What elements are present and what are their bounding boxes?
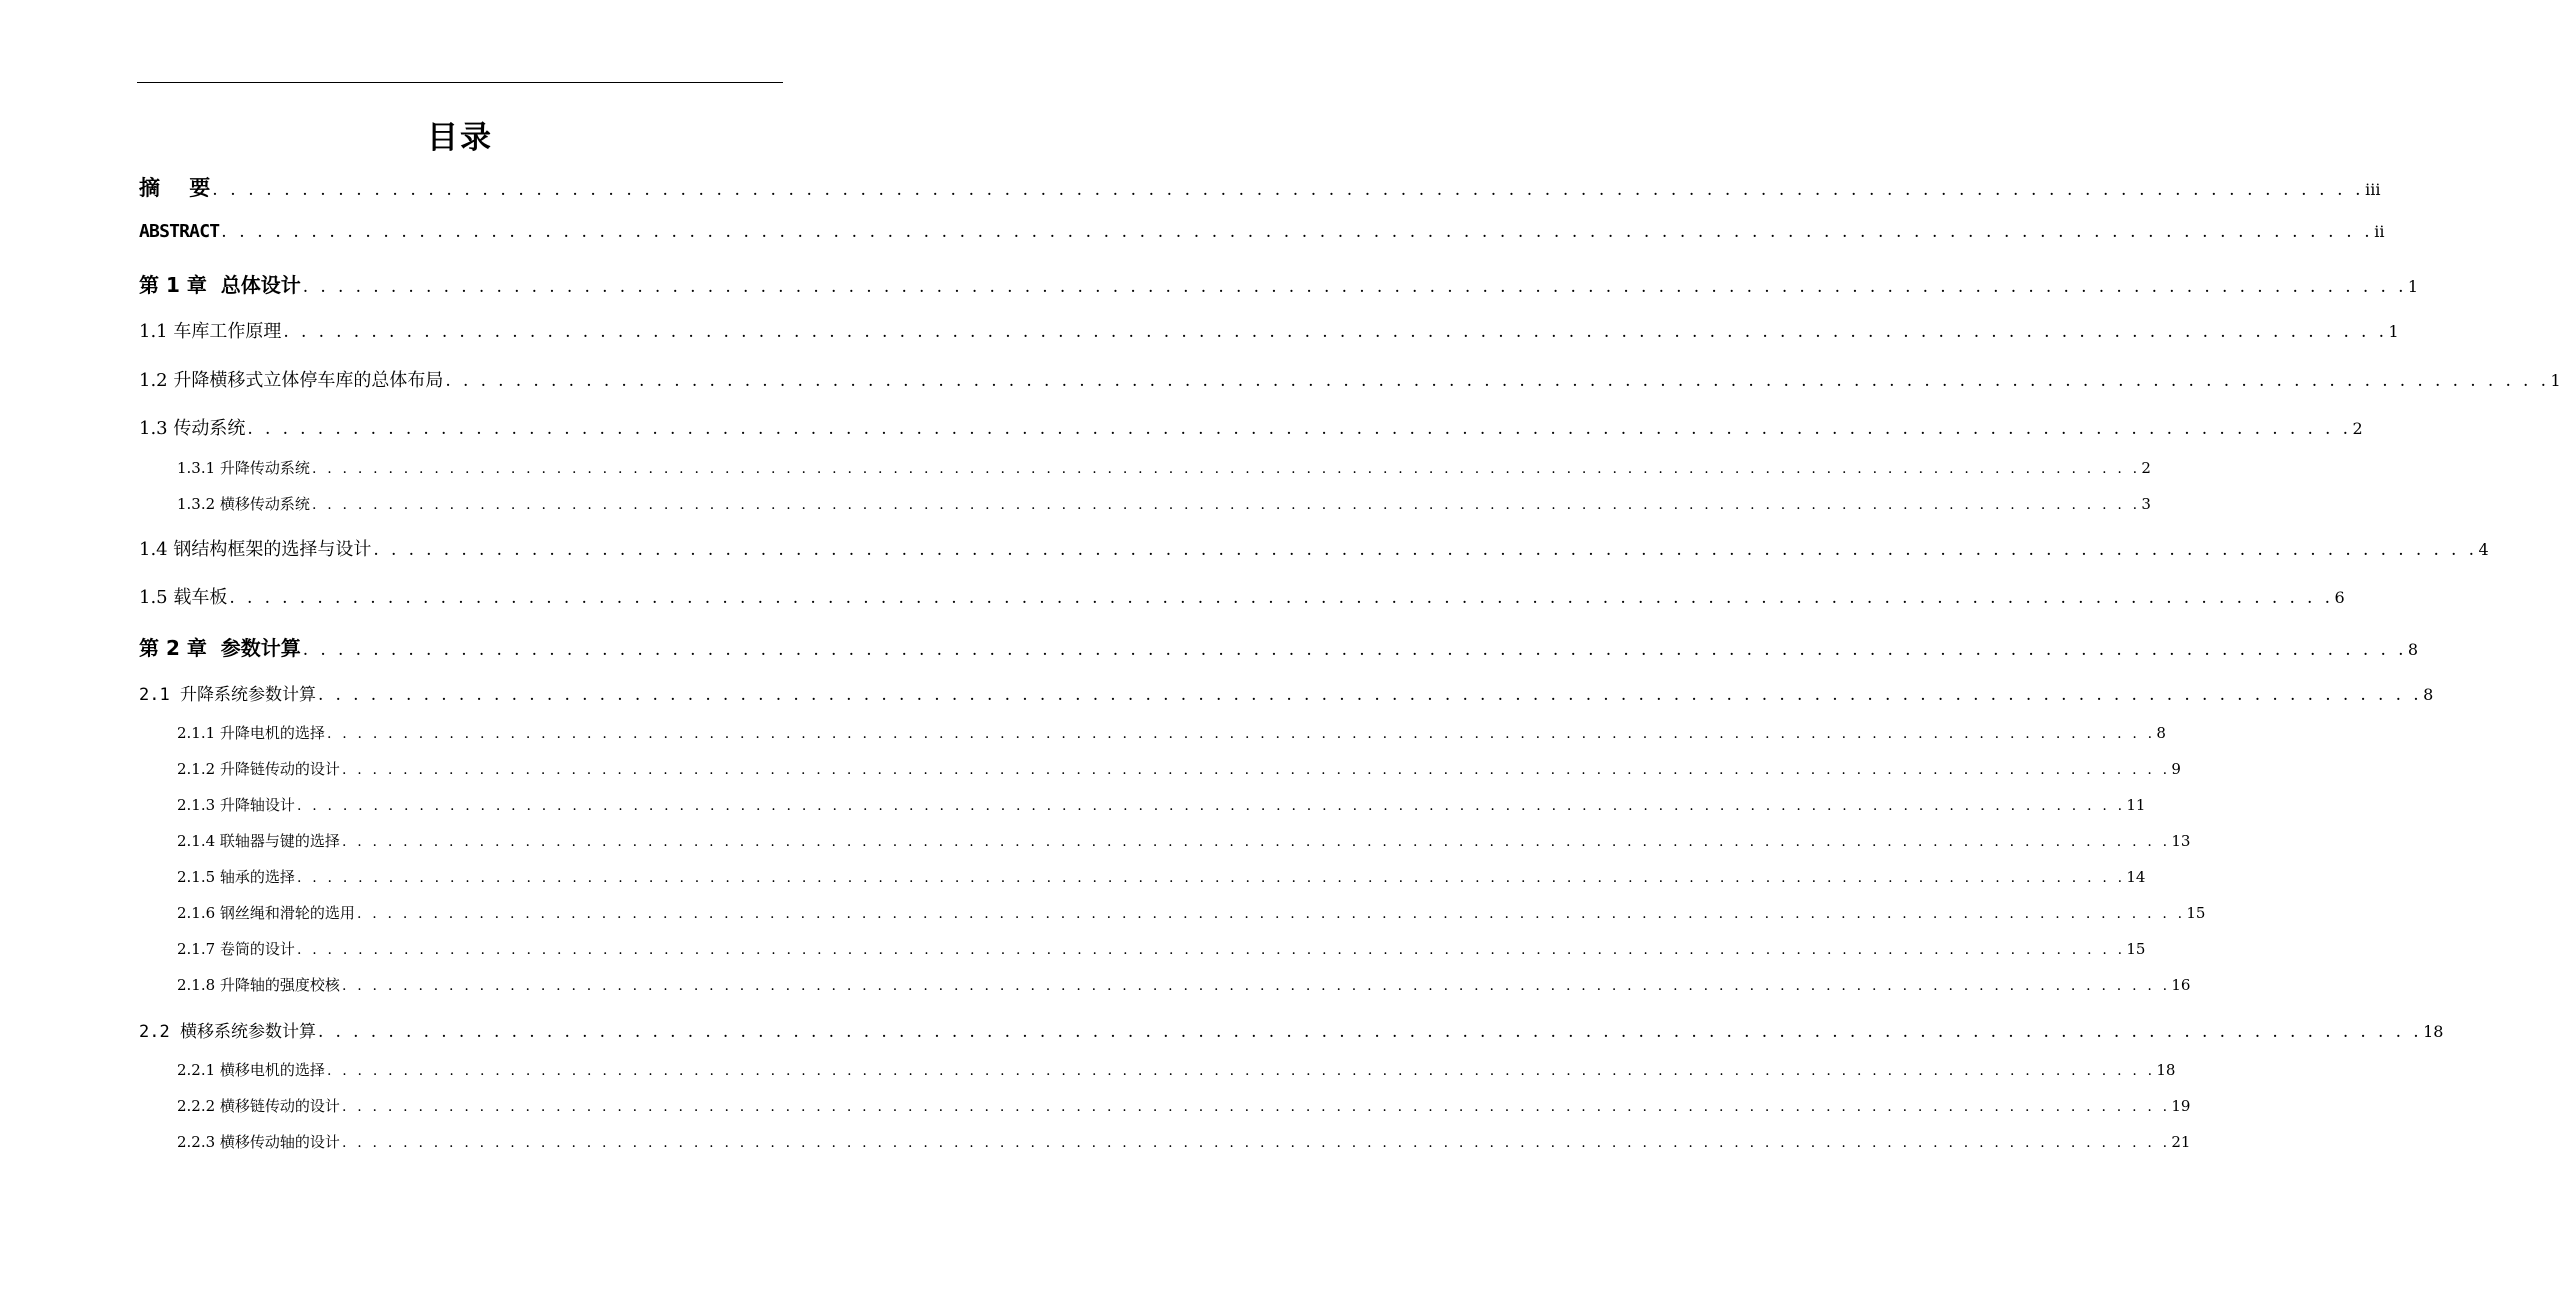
- toc-dot-leader: . . . . . . . . . . . . . . . . . . . . . . . . . . . . . . . . . . . . . . . . . . . . . . . . . . . . . . . . . . . . . . . . . . . . . . . . . . . . . . . . . . . . . . . . . . . . . . . . . . . . . . . . . . . . . . . . . . . . . . . .: [296, 870, 2126, 886]
- toc-entry-label: 1.2 升降横移式立体停车库的总体布局: [139, 370, 444, 391]
- toc-dot-leader: . . . . . . . . . . . . . . . . . . . . . . . . . . . . . . . . . . . . . . . . . . . . . . . . . . . . . . . . . . . . . . . . . . . . . . . . . . . . . . . . . . . . . . . . . . . . . . . . . . . . . . . . . . . . . . . . . . . . . . . .: [356, 906, 2186, 922]
- toc-entry[interactable]: [139, 680, 2434, 705]
- toc-entry[interactable]: [139, 269, 2419, 298]
- toc-entry[interactable]: [139, 414, 2363, 440]
- toc-entry[interactable]: [139, 583, 2345, 609]
- toc-entry-label: 1.3.1 升降传动系统: [177, 459, 310, 477]
- toc-page-number: ii: [2374, 222, 2385, 241]
- toc-entry-label: 1.3.2 横移传动系统: [177, 495, 310, 513]
- toc-entry-label: 摘 要: [139, 176, 211, 200]
- toc-dot-leader: . . . . . . . . . . . . . . . . . . . . . . . . . . . . . . . . . . . . . . . . . . . . . . . . . . . . . . . . . . . . . . . . . . . . . . . . . . . . . . . . . . . . . . . . . . . . . . . . . . . . . . . . . . . . . . . . . . . . . . . .: [326, 1063, 2156, 1079]
- toc-entry-label: 2.1.1 升降电机的选择: [177, 724, 325, 742]
- toc-page-number: 21: [2171, 1133, 2191, 1151]
- toc-dot-leader: . . . . . . . . . . . . . . . . . . . . . . . . . . . . . . . . . . . . . . . . . . . . . . . . . . . . . . . . . . . . . . . . . . . . . . . . . . . . . . . . . . . . . . . . . . . . . . . . . . . . . . . . . . . . . . . . . . . . . . . .: [341, 1135, 2171, 1151]
- toc-dot-leader: . . . . . . . . . . . . . . . . . . . . . . . . . . . . . . . . . . . . . . . . . . . . . . . . . . . . . . . . . . . . . . . . . . . . . . . . . . . . . . . . . . . . . . . . . . . . . . . . . . . . . . . . . . . . . . . . . . . . . . . .: [326, 726, 2156, 742]
- toc-entry-label: 1.1 车库工作原理: [139, 321, 282, 342]
- toc-page-number: 13: [2171, 832, 2191, 850]
- toc-dot-leader: . . . . . . . . . . . . . . . . . . . . . . . . . . . . . . . . . . . . . . . . . . . . . . . . . . . . . . . . . . . . . . . . . . . . . . . . . . . . . . . . . . . . . . . . . . . . . . . . . . . . . . . . . . . . . . . . . . . . . . . .: [296, 798, 2126, 814]
- toc-dot-leader: . . . . . . . . . . . . . . . . . . . . . . . . . . . . . . . . . . . . . . . . . . . . . . . . . . . . . . . . . . . . . . . . . . . . . . . . . . . . . . . . . . . . . . . . . . . . . . . . . . . . . . . . . . . . . . . . . . . . . . . .: [247, 419, 2352, 439]
- toc-page-number: 2: [2352, 419, 2363, 438]
- toc-dot-leader: . . . . . . . . . . . . . . . . . . . . . . . . . . . . . . . . . . . . . . . . . . . . . . . . . . . . . . . . . . . . . . . . . . . . . . . . . . . . . . . . . . . . . . . . . . . . . . . . . . . . . . . . . . . . . . . . . . . . . . . .: [341, 834, 2171, 850]
- toc-page-number: 6: [2334, 588, 2345, 607]
- toc-page-number: 2: [2141, 459, 2151, 477]
- toc-dot-leader: . . . . . . . . . . . . . . . . . . . . . . . . . . . . . . . . . . . . . . . . . . . . . . . . . . . . . . . . . . . . . . . . . . . . . . . . . . . . . . . . . . . . . . . . . . . . . . . . . . . . . . . . . . . . . . . . . . . . . . . .: [341, 978, 2171, 994]
- toc-dot-leader: . . . . . . . . . . . . . . . . . . . . . . . . . . . . . . . . . . . . . . . . . . . . . . . . . . . . . . . . . . . . . . . . . . . . . . . . . . . . . . . . . . . . . . . . . . . . . . . . . . . . . . . . . . . . . . . . . . . . . . . .: [283, 322, 2388, 342]
- toc-entry[interactable]: [177, 758, 2181, 779]
- toc-entry[interactable]: [139, 535, 2489, 561]
- toc-dot-leader: . . . . . . . . . . . . . . . . . . . . . . . . . . . . . . . . . . . . . . . . . . . . . . . . . . . . . . . . . . . . . . . . . . . . . . . . . . . . . . . . . . . . . . . . . . . . . . . . . . . . . . . . . . . . . . . . . . . . . . . .: [341, 1099, 2171, 1115]
- toc-page-number: 3: [2141, 495, 2151, 513]
- toc-entry[interactable]: [177, 1131, 2191, 1152]
- toc-dot-leader: . . . . . . . . . . . . . . . . . . . . . . . . . . . . . . . . . . . . . . . . . . . . . . . . . . . . . . . . . . . . . . . . . . . . . . . . . . . . . . . . . . . . . . . . . . . . . . . . . . . . . . . . . . . . . . . . . . . . . . . .: [229, 588, 2334, 608]
- toc-page-number: 8: [2407, 640, 2419, 659]
- toc-dot-leader: . . . . . . . . . . . . . . . . . . . . . . . . . . . . . . . . . . . . . . . . . . . . . . . . . . . . . . . . . . . . . . . . . . . . . . . . . . . . . . . . . . . . . . . . . . . . . . . . . . . . . . . . . . . . . . . . . . . . . . . .: [311, 461, 2141, 477]
- toc-page-number: 14: [2126, 868, 2146, 886]
- toc-dot-leader: . . . . . . . . . . . . . . . . . . . . . . . . . . . . . . . . . . . . . . . . . . . . . . . . . . . . . . . . . . . . . . . . . . . . . . . . . . . . . . . . . . . . . . . . . . . . . . . . . . . . . . . . . . . . . . . . . . . . . . . .: [317, 685, 2423, 705]
- toc-entry-label: 2.1.7 卷筒的设计: [177, 940, 295, 958]
- toc-entry-label: 1.3 传动系统: [139, 418, 246, 439]
- toc-entry[interactable]: [139, 632, 2419, 661]
- toc-entry[interactable]: [177, 722, 2166, 743]
- toc-entry[interactable]: [177, 866, 2146, 887]
- toc-page-number: 15: [2126, 940, 2146, 958]
- header-rule: [137, 82, 783, 83]
- toc-entry-label: 2.1.3 升降轴设计: [177, 796, 295, 814]
- page-title: 目录: [427, 120, 493, 156]
- toc-entry[interactable]: [177, 1059, 2176, 1080]
- toc-entry[interactable]: [177, 457, 2151, 478]
- toc-page-number: 8: [2156, 724, 2166, 742]
- toc-entry[interactable]: [177, 493, 2151, 514]
- toc-page-number: 4: [2478, 540, 2489, 559]
- toc-dot-leader: . . . . . . . . . . . . . . . . . . . . . . . . . . . . . . . . . . . . . . . . . . . . . . . . . . . . . . . . . . . . . . . . . . . . . . . . . . . . . . . . . . . . . . . . . . . . . . . . . . . . . . . . . . . . . . . . . . . . . . . .: [311, 497, 2141, 513]
- toc-dot-leader: . . . . . . . . . . . . . . . . . . . . . . . . . . . . . . . . . . . . . . . . . . . . . . . . . . . . . . . . . . . . . . . . . . . . . . . . . . . . . . . . . . . . . . . . . . . . . . . . . . . . . . . . . . . . . . . . . . . . . . . .: [341, 762, 2171, 778]
- toc-entry-label: 2.1.2 升降链传动的设计: [177, 760, 340, 778]
- toc-entry-label: 2.2.2 横移链传动的设计: [177, 1097, 340, 1115]
- toc-entry-label: 第 2 章 参数计算: [139, 636, 301, 660]
- toc-entry[interactable]: [177, 974, 2191, 995]
- toc-dot-leader: . . . . . . . . . . . . . . . . . . . . . . . . . . . . . . . . . . . . . . . . . . . . . . . . . . . . . . . . . . . . . . . . . . . . . . . . . . . . . . . . . . . . . . . . . . . . . . . . . . . . . . . . . . . . . . . . . . . . . . . .: [302, 277, 2407, 297]
- toc-entry-label: 1.4 钢结构框架的选择与设计: [139, 539, 372, 560]
- toc-entry-label: 第 1 章 总体设计: [139, 273, 301, 297]
- toc-dot-leader: . . . . . . . . . . . . . . . . . . . . . . . . . . . . . . . . . . . . . . . . . . . . . . . . . . . . . . . . . . . . . . . . . . . . . . . . . . . . . . . . . . . . . . . . . . . . . . . . . . . . . . . . . . . . . . . . . . . . . . . .: [296, 942, 2126, 958]
- toc-dot-leader: . . . . . . . . . . . . . . . . . . . . . . . . . . . . . . . . . . . . . . . . . . . . . . . . . . . . . . . . . . . . . . . . . . . . . . . . . . . . . . . . . . . . . . . . . . . . . . . . . . . . . . . . . . . . . . . . . . . . . . . .: [212, 180, 2365, 200]
- toc-page-number: 18: [2423, 1022, 2444, 1041]
- toc-entry-label: 2.2.1 横移电机的选择: [177, 1061, 325, 1079]
- toc-entry-label: 2.2.3 横移传动轴的设计: [177, 1133, 340, 1151]
- toc-page-number: 18: [2156, 1061, 2176, 1079]
- toc-entry-label: 1.5 载车板: [139, 587, 228, 608]
- toc-entry-label: ABSTRACT: [139, 221, 220, 242]
- toc-dot-leader: . . . . . . . . . . . . . . . . . . . . . . . . . . . . . . . . . . . . . . . . . . . . . . . . . . . . . . . . . . . . . . . . . . . . . . . . . . . . . . . . . . . . . . . . . . . . . . . . . . . . . . . . . . . . . . . . . . . . . . . .: [373, 540, 2478, 560]
- toc-entry[interactable]: [139, 317, 2399, 343]
- toc-page-number: 9: [2171, 760, 2181, 778]
- toc-entry-label: 2.1.5 轴承的选择: [177, 868, 295, 886]
- toc-entry[interactable]: [139, 366, 2561, 392]
- toc-page-number: 11: [2126, 796, 2146, 814]
- toc-entry[interactable]: [139, 1017, 2444, 1042]
- toc-entry[interactable]: [177, 938, 2146, 959]
- toc-page-number: 15: [2186, 904, 2206, 922]
- toc-entry[interactable]: [177, 1095, 2191, 1116]
- toc-entry[interactable]: [139, 172, 2381, 202]
- toc-entry-label: 2.1.8 升降轴的强度校核: [177, 976, 340, 994]
- toc-page-number: 1: [2550, 371, 2561, 390]
- toc-entry[interactable]: [177, 830, 2191, 851]
- toc-page-number: 19: [2171, 1097, 2191, 1115]
- toc-entry-label: 2.1.6 钢丝绳和滑轮的选用: [177, 904, 355, 922]
- toc-entry-label: 2.1 升降系统参数计算: [139, 685, 316, 705]
- toc-dot-leader: . . . . . . . . . . . . . . . . . . . . . . . . . . . . . . . . . . . . . . . . . . . . . . . . . . . . . . . . . . . . . . . . . . . . . . . . . . . . . . . . . . . . . . . . . . . . . . . . . . . . . . . . . . . . . . . . . . . . . . . .: [445, 371, 2550, 391]
- toc-entry[interactable]: [139, 221, 2385, 242]
- toc-entry[interactable]: [177, 902, 2206, 923]
- toc-dot-leader: . . . . . . . . . . . . . . . . . . . . . . . . . . . . . . . . . . . . . . . . . . . . . . . . . . . . . . . . . . . . . . . . . . . . . . . . . . . . . . . . . . . . . . . . . . . . . . . . . . . . . . . . . . . . . . . . . . . . . . . .: [317, 1022, 2423, 1042]
- toc-entry-label: 2.2 横移系统参数计算: [139, 1022, 316, 1042]
- toc-page-number: 1: [2388, 322, 2399, 341]
- toc-page-number: 1: [2407, 277, 2419, 296]
- toc-page-number: 16: [2171, 976, 2191, 994]
- toc-entry-label: 2.1.4 联轴器与键的选择: [177, 832, 340, 850]
- toc-entry[interactable]: [177, 794, 2146, 815]
- toc-page-number: 8: [2423, 685, 2434, 704]
- toc-dot-leader: . . . . . . . . . . . . . . . . . . . . . . . . . . . . . . . . . . . . . . . . . . . . . . . . . . . . . . . . . . . . . . . . . . . . . . . . . . . . . . . . . . . . . . . . . . . . . . . . . . . . . . . . . . . . . . . . . . . . . . . .: [221, 222, 2374, 242]
- toc-dot-leader: . . . . . . . . . . . . . . . . . . . . . . . . . . . . . . . . . . . . . . . . . . . . . . . . . . . . . . . . . . . . . . . . . . . . . . . . . . . . . . . . . . . . . . . . . . . . . . . . . . . . . . . . . . . . . . . . . . . . . . . .: [302, 640, 2407, 660]
- toc-page-number: iii: [2365, 180, 2381, 199]
